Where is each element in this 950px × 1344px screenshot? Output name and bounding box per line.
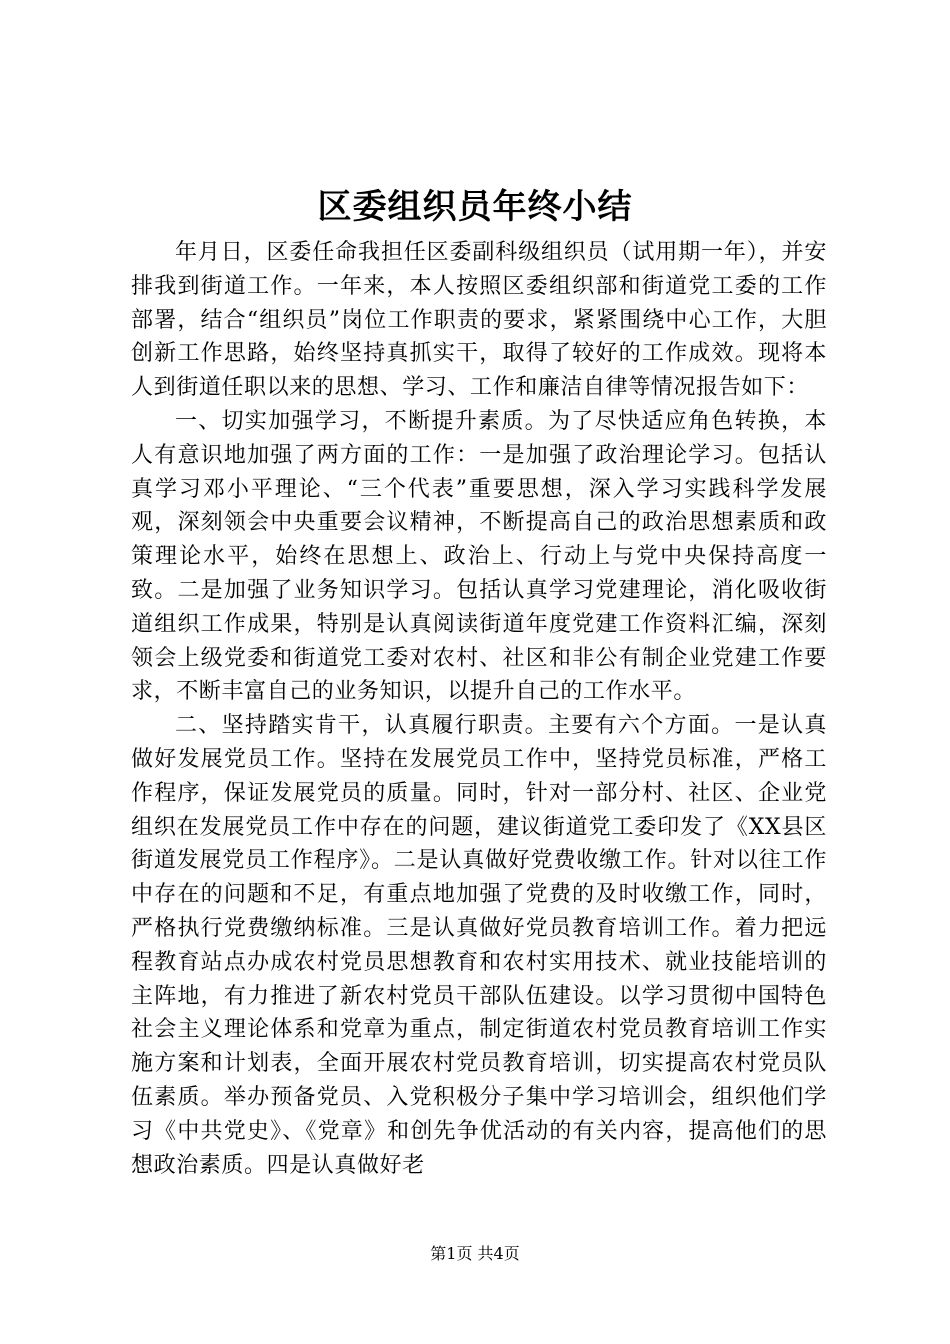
document-title: 区委组织员年终小结 (317, 187, 633, 227)
document-body (131, 236, 827, 1182)
paragraph-intro: 年月日，区委任命我担任区委副科级组织员（试用期一年），并安排我到街道工作。一年来，本人按照区委组织部和街道党工委的工作部署，结合“组织员”岗位工作职责的要求，紧紧围绕中心工作，大胆创新工作思路，始终坚持真抓实干，取得了较好的工作成效。现将本人到街道任职以来的思想、学习、工作和廉洁自律等情况报告如下： (131, 240, 827, 401)
paragraph-section-2: 二、坚持踏实肯干，认真履行职责。主要有六个方面。一是认真做好发展党员工作。坚持在发展党员工作中，坚持党员标准，严格工作程序，保证发展党员的质量。同时，针对一部分村、社区、企业党组织在发展党员工作中存在的问题，建议街道党工委印发了《XX县区街道发展党员工作程序》。二是认真做好党费收缴工作。针对以往工作中存在的问题和不足，有重点地加强了党费的及时收缴工作，同时，严格执行党费缴纳标准。三是认真做好党员教育培训工作。着力把远程教育站点办成农村党员思想教育和农村实用技术、就业技能培训的主阵地，有力推进了新农村党员干部队伍建设。以学习贯彻中国特色社会主义理论体系和党章为重点，制定街道农村党员教育培训工作实施方案和计划表，全面开展农村党员教育培训，切实提高农村党员队伍素质。举办预备党员、入党积极分子集中学习培训会，组织他们学习《中共党史》、《党章》和创先争优活动的有关内容，提高他们的思想政治素质。四是认真做好老 (131, 713, 827, 1178)
page-number: 第1页 共4页 (430, 1244, 520, 1263)
paragraph-section-1: 一、切实加强学习，不断提升素质。为了尽快适应角色转换，本人有意识地加强了两方面的工作：一是加强了政治理论学习。包括认真学习邓小平理论、“三个代表”重要思想，深入学习实践科学发展观，深刻领会中央重要会议精神，不断提高自己的政治思想素质和政策理论水平，始终在思想上、政治上、行动上与党中央保持高度一致。二是加强了业务知识学习。包括认真学习党建理论，消化吸收街道组织工作成果，特别是认真阅读街道年度党建工作资料汇编，深刻领会上级党委和街道党工委对农村、社区和非公有制企业党建工作要求，不断丰富自己的业务知识，以提升自己的工作水平。 (131, 408, 827, 705)
